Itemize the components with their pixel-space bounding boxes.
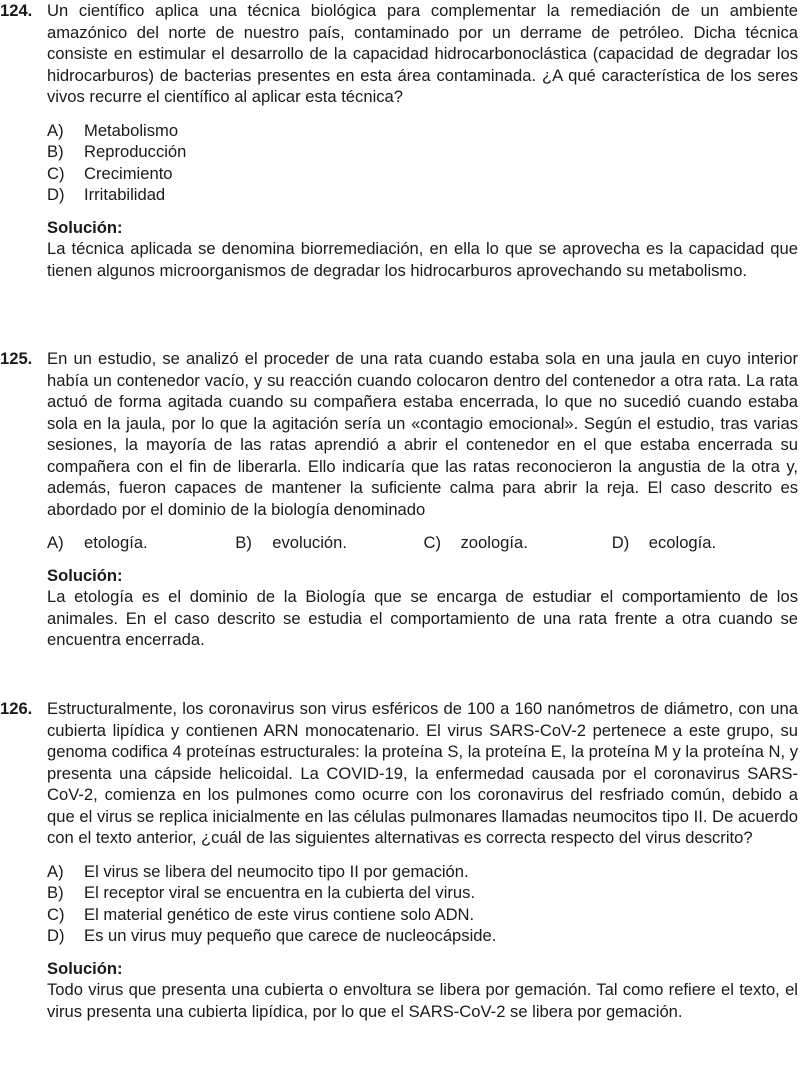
question-stem: En un estudio, se analizó el proceder de una rata cuando estaba sola en una jaula en cuyo interior había un contenedor vacío, y su reacción cuando colocaron dentro del contenedor a otra rata. La rata actuó de forma agitada cuando su compañera estaba encerrada, lo que no sucedió cuando estaba sola en la jaula, por lo que la agitación sería un «contagio emocional». Según el estudio, tras varias sesiones, la mayoría de las ratas aprendió a abrir el contenedor en el que estaba encerrada su compañera con el fin de liberarla. Ello indicaría que las ratas reconocieron la angustia de la otra y, además, fueron capaces de mantener la suficiente calma para abrir la reja. El caso descrito es abordado por el dominio de la biología denominado xyxy=(47,349,798,519)
option-letter: A) xyxy=(47,533,64,552)
option-c xyxy=(47,904,800,926)
option-letter: B) xyxy=(47,142,64,161)
option-letter: C) xyxy=(47,904,65,924)
solution-text: Todo virus que presenta una cubierta o envoltura se libera por gemación. Tal como refiere el texto, el virus presenta una cubierta lipídica, por lo que el SARS-CoV-2 se libera por gemación. xyxy=(47,980,798,1021)
option-letter: D) xyxy=(47,185,65,204)
option-letter: D) xyxy=(47,926,65,945)
option-letter: B) xyxy=(235,533,252,552)
solution-title: Solución: xyxy=(47,958,123,978)
option-d xyxy=(612,532,800,554)
option-text: etología. xyxy=(84,533,148,552)
option-text: Metabolismo xyxy=(84,120,179,140)
option-text: Irritabilidad xyxy=(84,185,166,204)
option-letter: A) xyxy=(47,120,64,140)
option-a xyxy=(47,532,235,554)
options-list xyxy=(47,120,800,206)
option-a xyxy=(47,120,800,142)
option-text: zoología. xyxy=(460,533,528,552)
option-c xyxy=(47,163,800,185)
option-b xyxy=(47,882,800,904)
option-letter: B) xyxy=(47,883,64,902)
solution-text: La etología es el dominio de la Biología que se encarga de estudiar el comportamiento de los animales. En el caso descrito se estudia el comportamiento de una rata frente a otra cuando se encuentra encerrada. xyxy=(47,587,798,649)
option-b xyxy=(235,532,423,554)
option-text: El material genético de este virus contiene solo ADN. xyxy=(84,904,475,924)
options-list xyxy=(47,861,800,947)
options-list xyxy=(47,532,800,554)
option-text: El receptor viral se encuentra en la cubierta del virus. xyxy=(84,883,476,902)
question-stem: Un científico aplica una técnica biológica para complementar la remediación de un ambiente amazónico del norte de nuestro país, contaminado por un derrame de petróleo. Dicha técnica consiste en estimular el desarrollo de la capacidad hidrocarbonoclástica (capacidad de degradar los hidrocarburos) de bacterias presentes en esta área contaminada. ¿A qué característica de los seres vivos recurre el científico al aplicar esta técnica? xyxy=(47,1,798,106)
question-stem: Estructuralmente, los coronavirus son virus esféricos de 100 a 160 nanómetros de diámetro, con una cubierta lipídica y contienen ARN monocatenario. El virus SARS-CoV-2 pertenece a este grupo, su genoma codifica 4 proteínas estructurales: la proteína S, la proteína E, la proteína M y la proteína N, y presenta una cápside helicoidal. La COVID-19, la enfermedad causada por el coronavirus SARS-CoV-2, comienza en los pulmones como ocurre con los coronavirus del resfriado común, debido a que el virus se replica inicialmente en las células pulmonares llamadas neumocitos tipo II. De acuerdo con el texto anterior, ¿cuál de las siguientes alternativas es correcta respecto del virus descrito? xyxy=(47,699,798,847)
option-b xyxy=(47,141,800,163)
option-text: Reproducción xyxy=(84,142,187,161)
question-126 xyxy=(0,698,800,1022)
option-text: evolución. xyxy=(272,533,347,552)
option-text: ecología. xyxy=(648,533,717,552)
solution-title: Solución: xyxy=(47,565,123,585)
question-125 xyxy=(0,348,800,651)
question-number: 125. xyxy=(0,349,33,368)
option-letter: A) xyxy=(47,861,64,881)
option-letter: C) xyxy=(47,163,65,183)
question-number: 126. xyxy=(0,699,33,718)
option-text: Crecimiento xyxy=(84,163,173,183)
option-d xyxy=(47,184,800,206)
option-d xyxy=(47,925,800,947)
option-text: El virus se libera del neumocito tipo II por gemación. xyxy=(84,861,469,881)
question-124 xyxy=(0,0,800,281)
question-number: 124. xyxy=(0,1,33,20)
option-c xyxy=(424,532,612,554)
option-letter: C) xyxy=(423,533,442,552)
option-text: Es un virus muy pequeño que carece de nucleocápside. xyxy=(84,926,497,945)
solution-title: Solución: xyxy=(47,217,123,237)
solution-text: La técnica aplicada se denomina biorremediación, en ella lo que se aprovecha es la capacidad que tienen algunos microorganismos de degradar los hidrocarburos aprovechando su metabolismo. xyxy=(47,239,798,280)
option-letter: D) xyxy=(611,533,630,552)
option-a xyxy=(47,861,800,883)
